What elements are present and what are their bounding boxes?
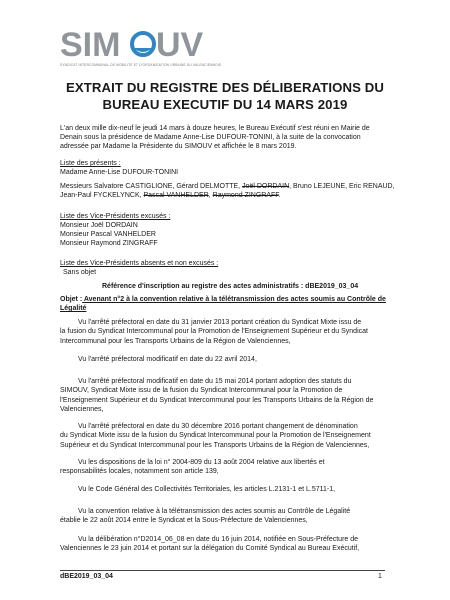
excused-list — [60, 212, 390, 248]
register-reference: Référence d'inscription au registre des actes administratifs : dBE2019_03_04 — [102, 283, 359, 290]
excused-heading: Liste des Vice-Présidents excusés : — [60, 213, 171, 220]
recital-paragraph: Vu les dispositions de la loi n° 2004-809 du 13 août 2004 relative aux libertés et responsabilités locales, notamment son article 139, — [60, 459, 325, 476]
recital-paragraph: Vu la délibération n°D2014_06_08 en date du 16 juin 2014, notifiée en Sous-Préfecture de Valenciennes le 23 juin 2014 et portant sur la délégation du Comité Syndical au Bureau Exécutif, — [60, 536, 360, 553]
document-title-line1: EXTRAIT DU REGISTRE DES DÉLIBERATIONS DU — [65, 80, 385, 95]
absent-list — [60, 259, 390, 277]
present-line: Madame Anne-Lise DUFOUR-TONINI — [60, 169, 179, 176]
recital-paragraph: Vu l'arrêté préfectoral modificatif en date du 15 mai 2014 portant adoption des statuts du SIMOUV, Syndicat Mixte issu de la fusion du Syndicat Intercommunal pour la Promotion de l'Enseignement Supérieur et du Syndicat Intercommunal pour les Transports Urbains de la Région de Valenciennes, — [60, 378, 374, 413]
present-line: Jean-Paul FYCKELYNCK, Pascal VANHELDER, Raymond ZINGRAFF. — [60, 192, 281, 199]
document-title-line2: BUREAU EXECUTIF DU 14 MARS 2019 — [102, 97, 348, 112]
present-heading: Liste des présents : — [60, 160, 121, 167]
logo-text-right: UV — [156, 26, 204, 64]
intro-line: Denain sous la présidence de Madame Anne-Lise DUFOUR-TONINI, à la suite de la convocation — [60, 134, 361, 142]
logo-tagline: SYNDICAT INTERCOMMUNAL DE MOBILITÉ ET D'ORGANISATION URBAINE DU VALENCIENNOIS — [60, 63, 222, 67]
absent-value: Sans objet — [63, 269, 97, 276]
recital-paragraph: Vu l'arrêté préfectoral en date du 30 décembre 2016 portant changement de dénomination du Syndicat Mixte issu de la fusion du Syndicat Intercommunal pour la Promotion de l'Enseignement Supérieur et du Syndicat Intercommunal pour les Transports Urbains de la Région de Valenciennes, — [60, 423, 371, 449]
footer-divider — [60, 570, 385, 571]
object-title-cont: Légalité — [60, 305, 87, 312]
intro-paragraph — [60, 124, 390, 151]
simouv-logo — [60, 24, 210, 64]
object-block — [60, 295, 390, 313]
present-list — [60, 159, 395, 200]
excused-item: Monsieur Pascal VANHELDER — [60, 231, 156, 238]
intro-line: L'an deux mille dix-neuf le jeudi 14 mars à douze heures, le Bureau Exécutif s'est réuni en Mairie de — [60, 125, 370, 132]
logo-text-left: SIM — [60, 26, 121, 64]
page-number: 1 — [378, 573, 382, 580]
intro-line: adressée par Madame la Présidente du SIMOUV et affichée le 8 mars 2019. — [60, 143, 297, 151]
recital-paragraph: Vu le Code Général des Collectivités Territoriales, les articles L.2131-1 et L.5711-1, — [78, 486, 336, 493]
recital-paragraph: Vu l'arrêté préfectoral en date du 31 janvier 2013 portant création du Syndicat Mixte issu de la fusion du Syndicat Intercommunal pour la Promotion de l'Enseignement Supérieur et du Syndicat Intercommunal pour les Transports Urbains de la Région de Valenciennes, — [60, 319, 368, 345]
present-line: Messieurs Salvatore CASTIGLIONE, Gérard DELMOTTE, Joël DORDAIN, Bruno LEJEUNE, Eric RENAUD, — [60, 183, 395, 190]
footer-reference: dBE2019_03_04 — [60, 573, 113, 580]
excused-item: Monsieur Raymond ZINGRAFF — [60, 240, 158, 247]
recital-paragraph: Vu la convention relative à la télétransmission des actes soumis au Contrôle de Légalité établie le 22 août 2014 entre le Syndicat et la Sous-Préfecture de Valenciennes, — [60, 508, 351, 525]
object-label: Objet : — [60, 296, 83, 303]
object-title: Avenant n°2 à la convention relative à la télétransmission des actes soumis au Contrôle de — [82, 296, 386, 303]
recital-paragraph: Vu l'arrêté préfectoral modificatif en date du 22 avril 2014, — [78, 356, 257, 363]
excused-item: Monsieur Joël DORDAIN — [60, 222, 138, 229]
absent-heading: Liste des Vice-Présidents absents et non excusés : — [60, 260, 219, 267]
